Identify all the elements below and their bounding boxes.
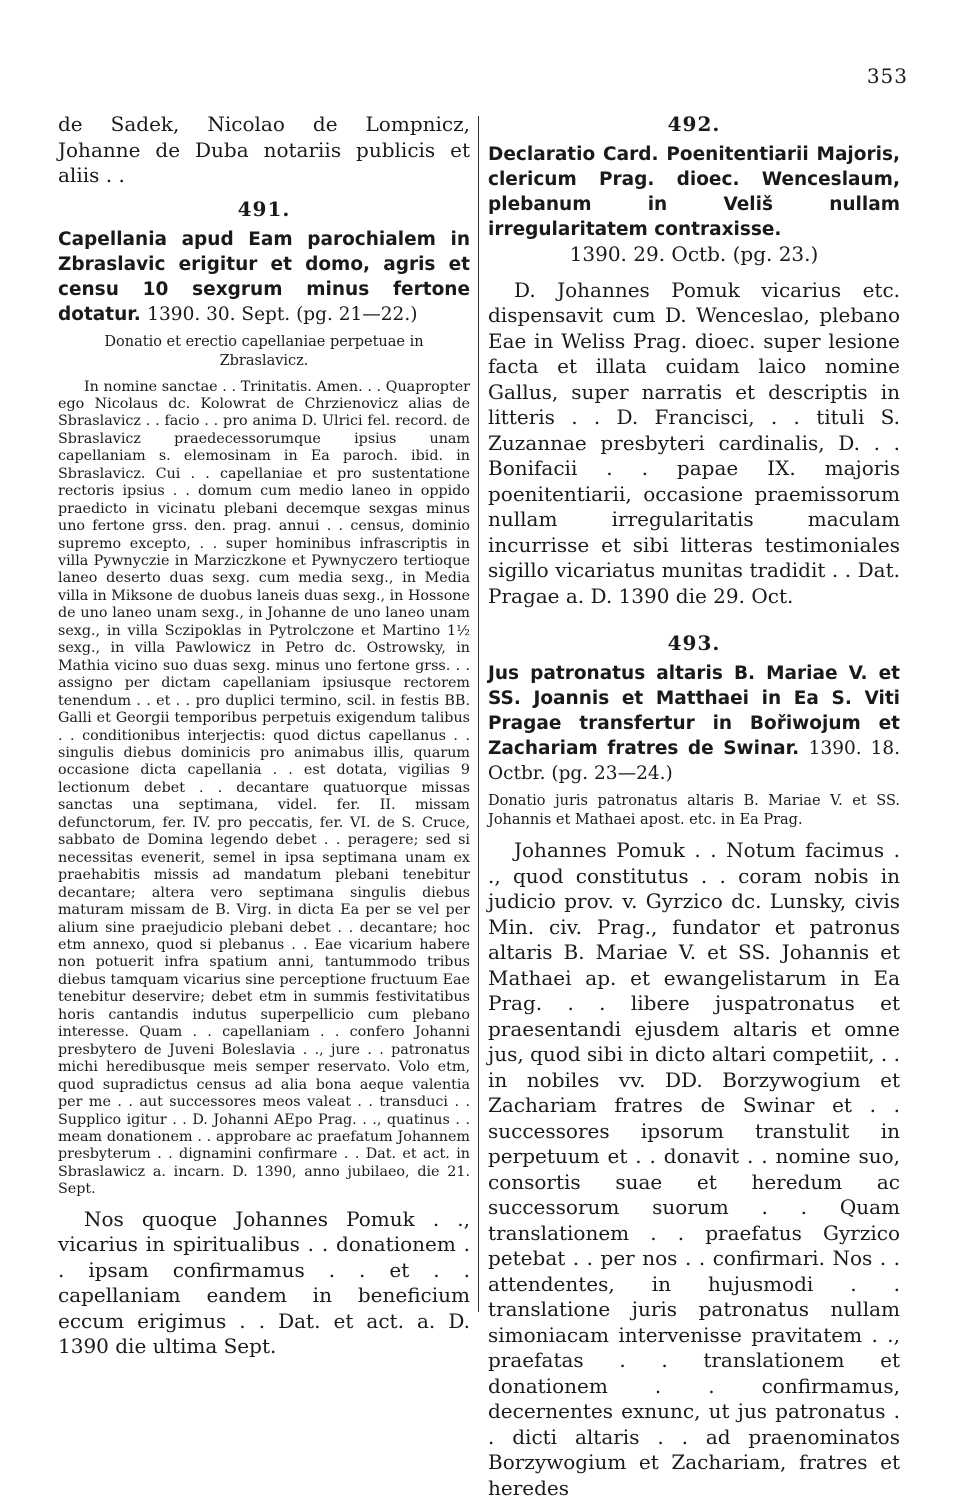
document-heading-492 [488, 142, 900, 242]
intro-text: de Sadek, Nicolao de Lompnicz, Johanne de Duba notariis publicis et aliis . . [58, 112, 470, 187]
document-date-492: 1390. 29. Octb. (pg. 23.) [569, 242, 819, 266]
document-summary-491: Donatio et erectio capellaniae perpetuae in Zbraslavicz. [104, 333, 424, 369]
document-number-492: 492. [667, 112, 721, 136]
document-text-493: Johannes Pomuk . . Notum facimus . ., quod constitutus . . coram nobis in judicio prov. v. Gyrzico dc. Lunsky, civis Min. civ. Prag., fundator et patronus altaris B. Mariae V. et SS. Johannis et Mathaei ap. et ewangelistarum in Ea Prag. . . libere juspatronatus et praesentandi ejusdem altaris et omne jus, quod sibi in dicto altari competiit, . . in nobiles vv. DD. Borzywogium et Zachariam fratres de Swinar et . . successores ipsorum transtulit in perpetuum et . . donavit . . nomine suo, consortis suae et heredum ac successorum suorum . . Quam translationem . . praefatus Gyrzico petebat . . per nos . . confirmari. Nos . . attendentes, in hujusmodi . . translatione juris patronatus nullam simoniacam intervenisse pravitatem . ., praefatas . . translationem et donationem . . confirmamus, decernentes exnunc, ut jus patronatus . . dicti altaris . . ad praenominatos Borzywogium et Zachariam, fratres et heredes [488, 838, 900, 1500]
document-text-491: In nomine sanctae . . Trinitatis. Amen. . . Quapropter ego Nicolaus dc. Kolowrat de Chrzienovicz alias de Sbraslavicz . . facio . . pro anima D. Ulrici fel. record. de Sbraslavicz praedecessorumque ipsius unam capellaniam s. elemosinam in Ea paroch. ibid. in Sbraslavicz. Cui . . capellaniae et pro sustentatione rectoris ipsius . . domum cum medio laneo in oppido praedicto in vicinatu plebani decemque sexgas minus uno fertone grss. den. prag. annui . . census, dominio supremo excepto, . . super hominibus infrascriptis in villa Pywnyczie in Marziczkone et Pywnyczero tertioque laneo deserto duas sexg. cum media sexg., in Media villa in Miksone de duobus laneis duas sexg., in Hossone de uno laneo unam sexg., in Johanne de uno laneo unam sexg., in villa Sczipoklas in Pytrolczone et Martino 1½ sexg., in villa Pawlowicz in Petro dc. Ostrowsky, in Mathia vicino suo duas sexg. minus uno fertone grss. . . assigno per dictam capellaniam ipsiusque rectorem tenendum . . et . . pro duplici termino, scil. in festis BB. Galli et Georgii temporibus perpetuis exigendum talibus . . conditionibus interjectis: quod dictus capellanus . . singulis diebus dominicis pro animabus illis, quarum occasione dicta capellania . . est dotata, vigilias 9 lectionum debet . . decantare quatuorque missas sanctas una septimana, videl. fer. II. missam defunctorum, fer. IV. pro peccatis, fer. VI. de S. Cruce, sabbato de Domina legendo debet . . peragere; sed si necessitas evenerit, semel in ipsa septimana unam ex praehabitis missis ad mandatum plebani tenebitur decantare; altera vero septimana singulis diebus maturam missam de B. Virg. in dicta Ea per se vel per alium sine praejudicio plebani debet . . decantare; hoc etm annexo, quod si plebanus . . Eae vicarium habere non potuerit infra spatium anni, tantummodo tribus diebus tamquam vicarius sine perceptione fructuum Eae tenebitur deservire; debet etm in summis festivitatibus horis cantandis indutus superpellicio cum plebano interesse. Quam . . capellaniam . . confero Johanni presbytero de Juveni Boleslavia . ., jure . . patronatus michi heredibusque meis semper reservato. Volo etm, quod supradictus census ad alia bona aeque valentia per me . . aut successores meos valeat . . transduci . . Supplico igitur . . D. Johanni AEpo Prag. . ., quatinus . . meam donationem . . approbare ac praefatum Johannem presbyterum . . dignamini confirmare . . Dat. et act. in Sbraslawicz a. incarn. D. 1390, anno jubilaeo, die 21. Sept. [58, 378, 470, 1198]
document-heading-491 [58, 227, 470, 327]
document-text-492: D. Johannes Pomuk vicarius etc. dispensavit cum D. Wenceslao, plebano Eae in Weliss Prag. dioec. super lesione facta et illata cuidam laico nomine Gallus, super narratis et descriptis in litteris . . D. Francisci, . . tituli S. Zuzannae presbyteri cardinalis, D. . . Bonifacii . . papae IX. majoris poenitentiarii, occasione praemissorum nullam irregularitatis maculam incurrisse et sibi litteras testimoniales sigillo vicariatus munitas tradidit . . Dat. Pragae a. D. 1390 die 29. Oct. [488, 277, 900, 608]
document-date: 1390. 18. Octbr. (pg. 23—24.) [488, 738, 900, 784]
closing-text-491: Nos quoque Johannes Pomuk . ., vicarius in spiritualibus . . donationem . . ipsam confirmamus . . et . . capellaniam eandem in beneficium eccum erigimus . . Dat. et act. a. D. 1390 die ultima Sept. [58, 1206, 470, 1359]
right-column [488, 112, 900, 1501]
document-date: 1390. 30. Sept. (pg. 21—22.) [147, 303, 418, 325]
left-column [58, 112, 470, 1360]
heading-text: Capellania apud Eam parochialem in Zbraslavic erigitur et domo, agris et censu 10 sexgrum minus fertone dotatur. [58, 228, 470, 325]
heading-text: Jus patronatus altaris B. Mariae V. et SS. Joannis et Matthaei in Ea S. Viti Pragae transfertur in Bořiwojum et Zachariam fratres de Swinar. [488, 663, 900, 759]
document-summary-493: Donatio juris patronatus altaris B. Mariae V. et SS. Johannis et Mathaei apost. etc. in Ea Prag. [488, 793, 900, 828]
page-number: 353 [866, 64, 908, 88]
document-number-491: 491. [237, 196, 291, 221]
document-heading-493 [488, 661, 900, 786]
heading-text: Declaratio Card. Poenitentiarii Majoris, clericum Prag. dioec. Wenceslaum, plebanum in Veliš nullam irregularitatem contraxisse. [488, 144, 900, 240]
column-divider [478, 116, 479, 1312]
document-number-493: 493. [667, 631, 721, 655]
